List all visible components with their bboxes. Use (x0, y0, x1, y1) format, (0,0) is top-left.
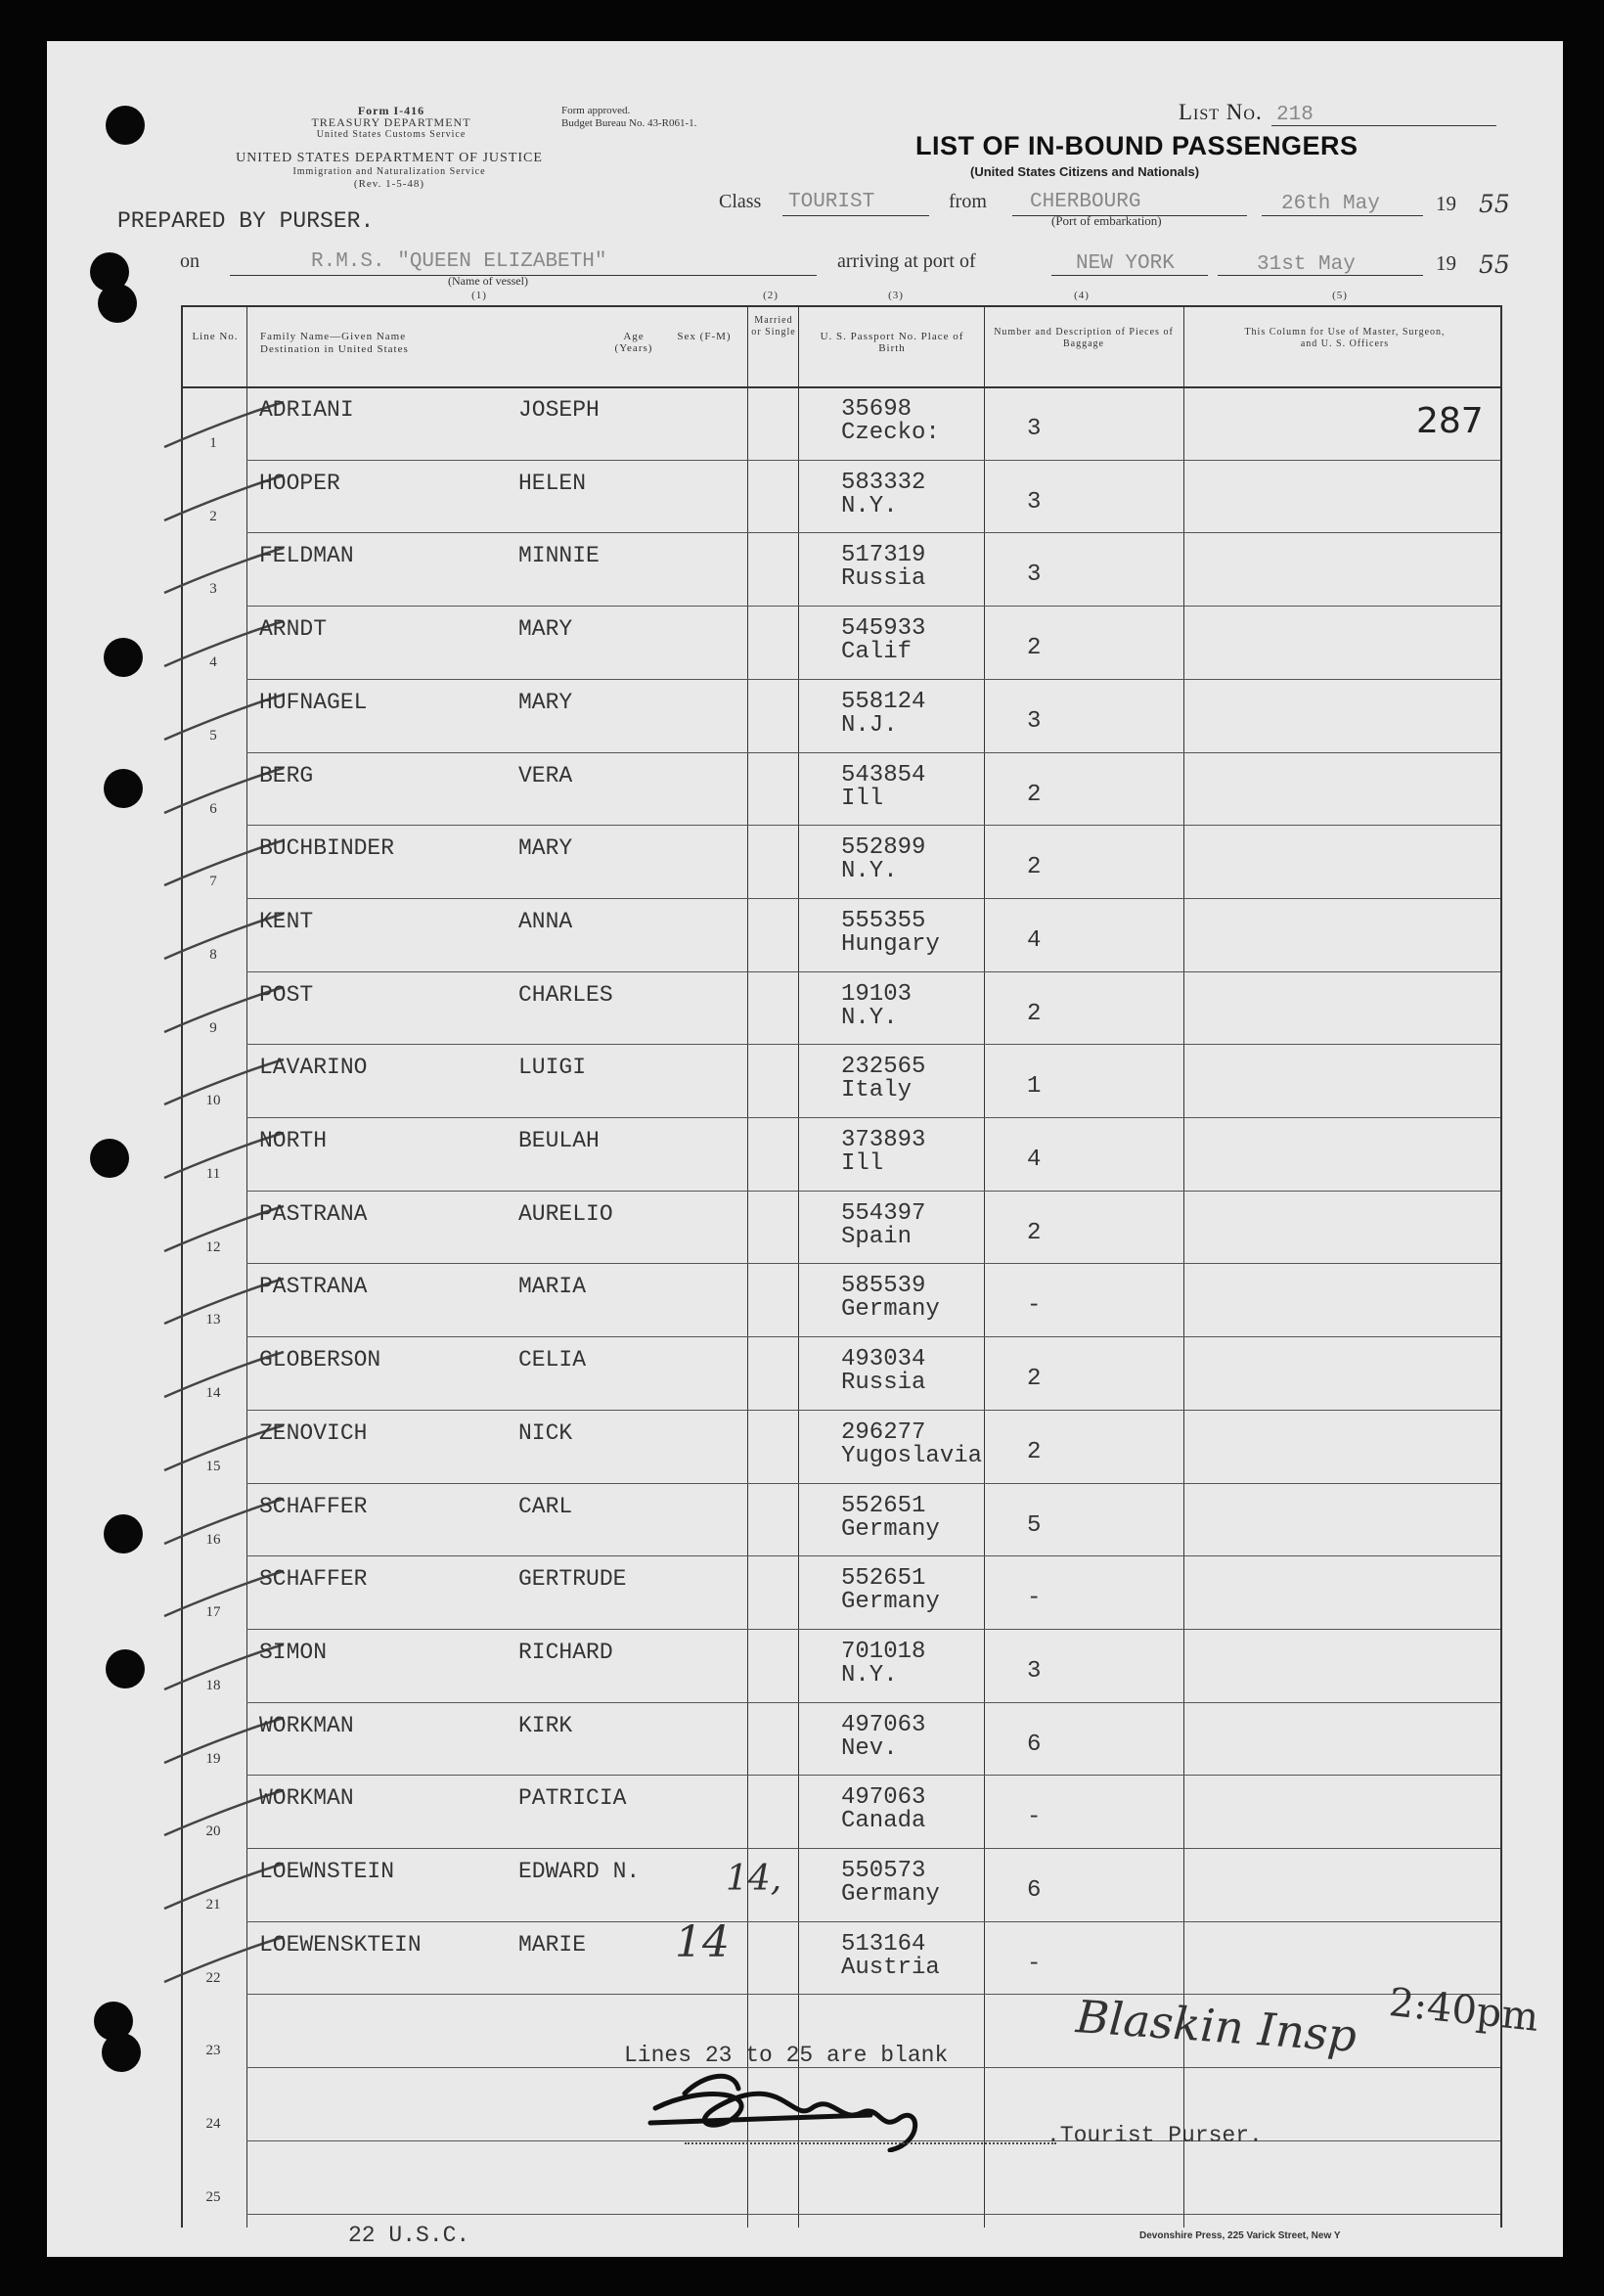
passport-number: 543854 (841, 762, 926, 788)
passport-number: 35698 (841, 396, 913, 423)
header-passport: U. S. Passport No. Place of Birth (820, 331, 964, 354)
row-divider (246, 1555, 1500, 1556)
baggage-count: 4 (1027, 927, 1042, 954)
family-name: KENT (259, 909, 314, 934)
family-name: BERG (259, 763, 314, 788)
passport-number: 552899 (841, 834, 926, 861)
passport-number: 558124 (841, 689, 926, 715)
family-name: HOOPER (259, 471, 340, 496)
binder-hole (102, 2033, 141, 2072)
line-number: 13 (205, 1312, 221, 1328)
margin-note-a: 14, (726, 1859, 782, 1899)
row-divider (246, 1263, 1500, 1264)
family-name: LOEWENSKTEIN (259, 1932, 422, 1958)
list-number: 218 (1276, 104, 1314, 126)
justice-dept: UNITED STATES DEPARTMENT OF JUSTICE (236, 151, 543, 165)
baggage-count: 3 (1027, 708, 1042, 735)
place-of-birth: N.Y. (841, 858, 898, 884)
baggage-count: 2 (1027, 782, 1042, 808)
place-of-birth: Nev. (841, 1735, 898, 1762)
place-of-birth: Ill (841, 786, 884, 812)
purser-signature (646, 2064, 1056, 2152)
header-line-no: Line No. (192, 331, 239, 342)
family-name: ZENOVICH (259, 1420, 368, 1446)
line-number: 1 (209, 435, 217, 451)
header-family-name: Family Name—Given Name (260, 331, 407, 342)
place-of-birth: Hungary (841, 931, 940, 958)
line-number: 7 (209, 874, 217, 889)
line-number: 2 (209, 509, 217, 524)
place-of-birth: Russia (841, 565, 926, 592)
binder-hole (98, 284, 137, 323)
family-name: WORKMAN (259, 1785, 354, 1811)
given-name: MARY (518, 835, 573, 861)
line-number: 6 (209, 801, 217, 817)
baggage-count: 2 (1027, 1220, 1042, 1246)
place-of-birth: Germany (841, 1296, 940, 1323)
place-of-birth: Austria (841, 1955, 940, 1981)
column-number-4: (4) (1074, 290, 1090, 301)
place-of-birth: Canada (841, 1808, 926, 1834)
family-name: PASTRANA (259, 1274, 368, 1299)
family-name: SCHAFFER (259, 1566, 368, 1592)
binder-hole (106, 1649, 145, 1688)
passport-number: 373893 (841, 1127, 926, 1153)
line-number: 12 (205, 1239, 221, 1255)
column-number-2: (2) (763, 290, 779, 301)
given-name: MARY (518, 616, 573, 642)
form-approved: Form approved. (561, 105, 631, 116)
on-label: on (180, 250, 200, 272)
family-name: POST (259, 982, 314, 1008)
place-of-birth: Italy (841, 1077, 913, 1103)
baggage-count: 3 (1027, 416, 1042, 442)
line-number: 21 (205, 1897, 221, 1913)
given-name: ANNA (518, 909, 573, 934)
place-of-birth: Czecko: (841, 420, 940, 446)
row-divider (246, 1410, 1500, 1411)
header-officers: This Column for Use of Master, Surgeon, and U. S. Officers (1244, 327, 1446, 349)
line-number: 10 (205, 1093, 221, 1108)
row-divider (246, 1848, 1500, 1849)
binder-hole (104, 769, 143, 808)
passport-number: 545933 (841, 615, 926, 642)
passport-number: 583332 (841, 470, 926, 496)
family-name: SIMON (259, 1640, 328, 1665)
class-value: TOURIST (788, 191, 875, 213)
binder-hole (104, 1514, 143, 1553)
baggage-count: 6 (1027, 1877, 1042, 1904)
place-of-birth: Spain (841, 1224, 913, 1250)
baggage-count: 6 (1027, 1732, 1042, 1758)
column-number-1: (1) (471, 290, 487, 301)
family-name: NORTH (259, 1128, 328, 1153)
page-subtitle: (United States Citizens and Nationals) (970, 164, 1200, 179)
line-number: 23 (205, 2043, 221, 2058)
passport-number: 232565 (841, 1054, 926, 1080)
arrival-date: 31st May (1257, 253, 1356, 276)
baggage-count: - (1027, 1585, 1042, 1611)
inspector-note: Blaskin Insp (1074, 1990, 1359, 2062)
customs-service: United States Customs Service (316, 129, 467, 140)
treasury-dept: TREASURY DEPARTMENT (311, 115, 471, 129)
line-number: 14 (205, 1385, 221, 1401)
baggage-count: 3 (1027, 562, 1042, 588)
ins-service: Immigration and Naturalization Service (292, 166, 486, 177)
place-of-birth: Russia (841, 1370, 926, 1396)
baggage-count: 2 (1027, 854, 1042, 880)
line-number: 25 (205, 2189, 221, 2205)
family-name: BUCHBINDER (259, 835, 395, 861)
header-married: Married or Single (751, 315, 796, 338)
form-number: Form I-416 (357, 104, 425, 117)
row-divider (246, 1629, 1500, 1630)
header-bottom-border (181, 386, 1501, 388)
line-number: 5 (209, 728, 217, 743)
row-divider (246, 460, 1500, 461)
given-name: VERA (518, 763, 573, 788)
baggage-count: - (1027, 1951, 1042, 1977)
place-of-birth: Germany (841, 1516, 940, 1543)
line-number: 9 (209, 1020, 217, 1036)
place-of-birth: N.Y. (841, 1005, 898, 1031)
baggage-count: 2 (1027, 635, 1042, 661)
officer-number: 287 (1416, 401, 1484, 441)
row-divider (246, 1921, 1500, 1922)
family-name: SCHAFFER (259, 1494, 368, 1519)
header-age: Age (Years) (614, 331, 653, 354)
purser-title: .Tourist Purser. (1047, 2123, 1263, 2148)
row-divider (246, 606, 1500, 607)
binder-hole (90, 1139, 129, 1178)
arriving-label: arriving at port of (837, 250, 976, 272)
given-name: BEULAH (518, 1128, 600, 1153)
blank-lines-note: Lines 23 to 25 are blank (624, 2043, 949, 2068)
budget-bureau: Budget Bureau No. 43-R061-1. (561, 117, 697, 129)
arrival-port: NEW YORK (1076, 252, 1175, 275)
baggage-count: 4 (1027, 1147, 1042, 1173)
passport-number: 493034 (841, 1346, 926, 1373)
family-name: LOEWNSTEIN (259, 1859, 395, 1884)
passport-number: 554397 (841, 1200, 926, 1227)
given-name: PATRICIA (518, 1785, 627, 1811)
depart-year: 55 (1479, 190, 1510, 218)
family-name: HUFNAGEL (259, 690, 368, 715)
passport-number: 552651 (841, 1565, 926, 1592)
given-name: JOSEPH (518, 397, 600, 423)
row-divider (246, 1044, 1500, 1045)
given-name: MARIA (518, 1274, 587, 1299)
baggage-count: 2 (1027, 1001, 1042, 1027)
row-divider (246, 679, 1500, 680)
purser-dotted-line (685, 2142, 1056, 2144)
depart-date: 26th May (1281, 193, 1380, 215)
row-divider (246, 1702, 1500, 1703)
row-divider (246, 825, 1500, 826)
from-label: from (949, 191, 987, 212)
binder-hole (106, 106, 145, 145)
header-sex: Sex (F-M) (677, 331, 732, 342)
family-name: ADRIANI (259, 397, 354, 423)
given-name: RICHARD (518, 1640, 613, 1665)
given-name: EDWARD N. (518, 1859, 641, 1884)
given-name: CARL (518, 1494, 573, 1519)
passport-number: 497063 (841, 1712, 926, 1738)
port-embark-caption: (Port of embarkation) (1051, 213, 1162, 228)
given-name: HELEN (518, 471, 587, 496)
column-number-5: (5) (1332, 290, 1348, 301)
passport-number: 555355 (841, 908, 926, 934)
line-number: 17 (205, 1604, 221, 1620)
given-name: NICK (518, 1420, 573, 1446)
family-name: FELDMAN (259, 543, 354, 568)
header-destination: Destination in United States (260, 343, 409, 355)
baggage-count: - (1027, 1292, 1042, 1319)
page-title: LIST OF IN-BOUND PASSENGERS (915, 131, 1359, 160)
binder-hole (104, 638, 143, 677)
passport-number: 19103 (841, 981, 913, 1008)
margin-note-b: 14 (675, 1917, 730, 1967)
time-note: 2:40pm (1387, 1980, 1541, 2041)
baggage-count: 5 (1027, 1512, 1042, 1539)
given-name: MINNIE (518, 543, 600, 568)
line-number: 19 (205, 1751, 221, 1767)
place-of-birth: Calif (841, 639, 913, 665)
line-number: 11 (205, 1166, 221, 1182)
family-name: WORKMAN (259, 1713, 354, 1738)
given-name: CHARLES (518, 982, 613, 1008)
line-number: 4 (209, 654, 217, 670)
baggage-count: 2 (1027, 1439, 1042, 1465)
embark-port: CHERBOURG (1030, 191, 1141, 213)
row-divider (246, 1336, 1500, 1337)
column-number-3: (3) (888, 290, 904, 301)
place-of-birth: N.J. (841, 712, 898, 739)
given-name: AURELIO (518, 1201, 613, 1227)
line-number: 20 (205, 1823, 221, 1839)
row-divider (246, 898, 1500, 899)
depart-year-prefix: 19 (1436, 192, 1456, 215)
place-of-birth: N.Y. (841, 1662, 898, 1688)
row-divider (246, 1994, 1500, 1995)
printer-credit: Devonshire Press, 225 Varick Street, New Y (1139, 2230, 1341, 2241)
passport-number: 550573 (841, 1858, 926, 1884)
given-name: KIRK (518, 1713, 573, 1738)
line-number: 3 (209, 581, 217, 597)
place-of-birth: Germany (841, 1881, 940, 1908)
family-name: GLOBERSON (259, 1347, 381, 1373)
class-label: Class (719, 191, 762, 212)
statute-code: 22 U.S.C. (348, 2223, 470, 2248)
place-of-birth: N.Y. (841, 493, 898, 519)
family-name: ARNDT (259, 616, 328, 642)
arrival-year: 55 (1479, 250, 1510, 279)
passport-number: 552651 (841, 1493, 926, 1519)
row-divider (246, 2214, 1500, 2215)
row-divider (246, 1775, 1500, 1776)
family-name: PASTRANA (259, 1201, 368, 1227)
line-number: 18 (205, 1678, 221, 1693)
form-revision: (Rev. 1-5-48) (353, 178, 425, 190)
place-of-birth: Yugoslavia (841, 1443, 983, 1469)
line-number: 24 (205, 2116, 221, 2132)
baggage-count: 2 (1027, 1366, 1042, 1392)
baggage-count: 1 (1027, 1073, 1042, 1100)
list-number-label: List No. (1179, 100, 1263, 124)
vessel-caption: (Name of vessel) (448, 274, 528, 288)
passport-number: 701018 (841, 1639, 926, 1665)
given-name: LUIGI (518, 1055, 587, 1080)
given-name: CELIA (518, 1347, 587, 1373)
given-name: MARIE (518, 1932, 587, 1958)
passport-number: 585539 (841, 1273, 926, 1299)
given-name: GERTRUDE (518, 1566, 627, 1592)
place-of-birth: Germany (841, 1589, 940, 1615)
arrival-year-prefix: 19 (1436, 251, 1456, 275)
row-divider (246, 971, 1500, 972)
row-divider (246, 752, 1500, 753)
line-number: 22 (205, 1970, 221, 1986)
line-number: 15 (205, 1459, 221, 1474)
place-of-birth: Ill (841, 1150, 884, 1177)
passport-number: 513164 (841, 1931, 926, 1958)
baggage-count: - (1027, 1804, 1042, 1830)
given-name: MARY (518, 690, 573, 715)
baggage-count: 3 (1027, 1658, 1042, 1685)
row-divider (246, 532, 1500, 533)
passport-number: 517319 (841, 542, 926, 568)
line-number: 16 (205, 1532, 221, 1548)
vessel-name: R.M.S. "QUEEN ELIZABETH" (311, 250, 607, 273)
row-divider (246, 1117, 1500, 1118)
row-divider (246, 1483, 1500, 1484)
line-number: 8 (209, 947, 217, 963)
header-baggage: Number and Description of Pieces of Baggage (994, 327, 1174, 349)
family-name: LAVARINO (259, 1055, 368, 1080)
row-divider (246, 1191, 1500, 1192)
passport-number: 296277 (841, 1419, 926, 1446)
prepared-by: PREPARED BY PURSER. (117, 208, 375, 234)
baggage-count: 3 (1027, 489, 1042, 516)
passport-number: 497063 (841, 1784, 926, 1811)
table-top-border (181, 305, 1501, 307)
